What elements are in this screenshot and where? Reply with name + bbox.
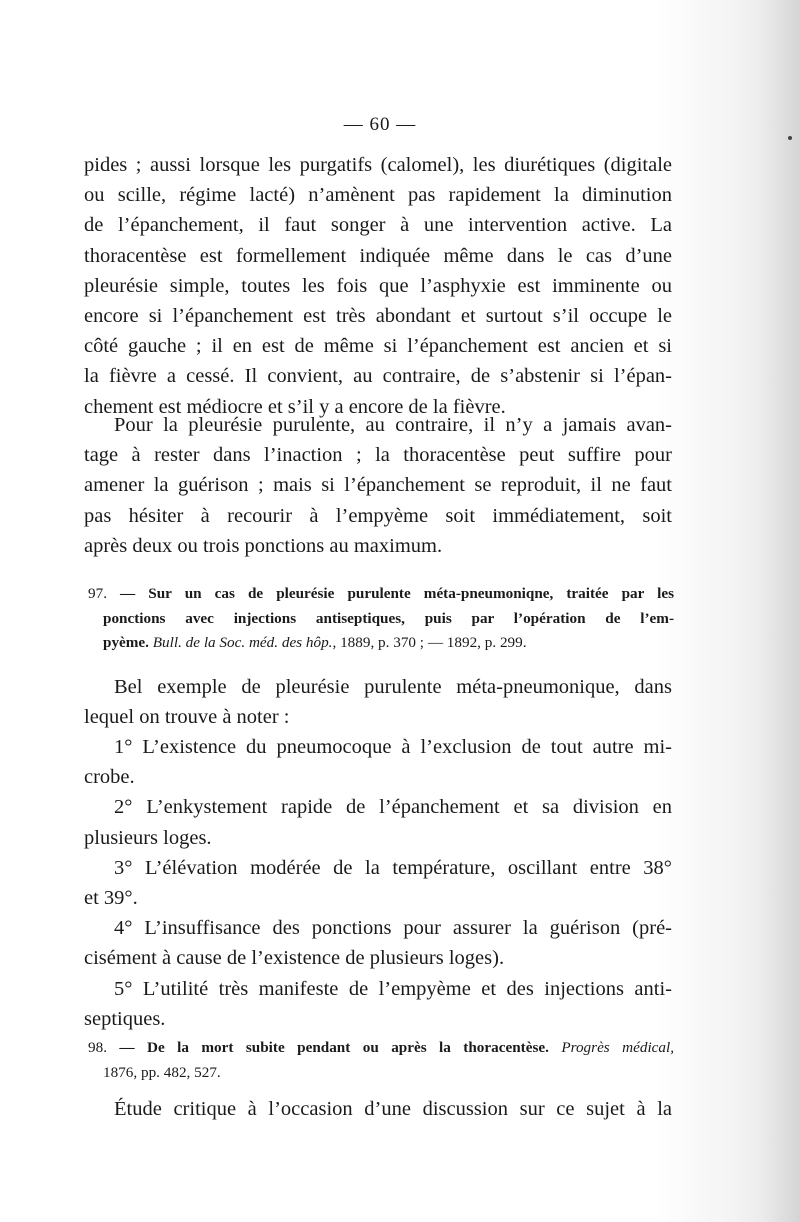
list-item-line: 5° L’utilité très manifeste de l’empyème et des injections anti-: [114, 977, 672, 1000]
reference-number: 97.: [88, 585, 107, 602]
text-line: amener la guérison ; mais si l’épanchement se reproduit, il ne faut: [84, 474, 672, 497]
paragraph-4: [84, 1094, 672, 1124]
reference-98: [88, 1036, 674, 1085]
text-line: après deux ou trois ponctions au maximum.: [84, 534, 443, 557]
text-line: thoracentèse est formellement indiquée même dans le cas d’une: [84, 244, 672, 267]
reference-line: [88, 1061, 674, 1086]
reference-97: [88, 582, 674, 656]
reference-number: 98.: [88, 1039, 107, 1056]
reference-line: [88, 582, 674, 607]
text-line: Pour la pleurésie purulente, au contraire, il n’y a jamais avan-: [114, 414, 672, 436]
list-item-line: plusieurs loges.: [84, 826, 212, 849]
list-item-line: 3° L’élévation modérée de la température, oscillant entre 38°: [114, 856, 672, 879]
reference-line: [88, 631, 674, 656]
reference-citation: Bull. de la Soc. méd. des hôp.: [152, 634, 333, 651]
text-line: ou scille, régime lacté) n’amènent pas rapidement la diminution: [84, 184, 672, 207]
reference-title: pyème.: [103, 634, 149, 651]
list-item-line: et 39°.: [84, 887, 138, 910]
reference-title: — Sur un cas de pleurésie purulente méta-pneumoniqne, traitée par les: [120, 585, 675, 602]
text-line: chement est médiocre et s’il y a encore de la fièvre.: [84, 395, 506, 418]
paragraph-1: [84, 150, 672, 422]
text-line: Étude critique à l’occasion d’une discussion sur ce sujet à la: [114, 1098, 672, 1120]
gutter-shadow: [760, 0, 800, 1222]
page-number: — 60 —: [343, 114, 417, 135]
reference-title: — De la mort subite pendant ou après la thoracentèse.: [119, 1039, 549, 1056]
list-item-line: 2° L’enkystement rapide de l’épanchement et sa division en: [114, 796, 672, 819]
list-item-line: septiques.: [84, 1007, 166, 1030]
reference-line: [88, 1036, 674, 1061]
reference-pages: , 1889, p. 370 ; — 1892, p. 299.: [332, 634, 527, 651]
paragraph-2: [84, 410, 672, 561]
text-line: la fièvre a cessé. Il convient, au contraire, de s’abstenir si l’épan-: [84, 365, 672, 388]
paragraph-3: [84, 672, 672, 732]
list-item-line: 4° L’insuffisance des ponctions pour assurer la guérison (pré-: [114, 917, 672, 940]
text-line: pides ; aussi lorsque les purgatifs (calomel), les diurétiques (digitale: [84, 154, 672, 176]
reference-title: ponctions avec injections antiseptiques, puis par l’opération de l’em-: [103, 609, 674, 627]
numbered-list: [84, 732, 672, 1034]
text-line: lequel on trouve à noter :: [84, 706, 290, 729]
list-item-line: cisément à cause de l’existence de plusieurs loges).: [84, 947, 505, 970]
text-line: pas hésiter à recourir à l’empyème soit immédiatement, soit: [84, 504, 672, 527]
text-line: encore si l’épanchement est très abondant et surtout s’il occupe le: [84, 305, 672, 328]
text-line: de l’épanchement, il faut songer à une intervention active. La: [84, 214, 672, 237]
list-item-line: crobe.: [84, 766, 135, 789]
reference-line: [88, 607, 674, 632]
text-line: Bel exemple de pleurésie purulente méta-pneumonique, dans: [114, 676, 672, 698]
reference-citation: Progrès médical,: [561, 1039, 675, 1056]
reference-pages: 1876, pp. 482, 527.: [103, 1063, 221, 1081]
list-item-line: 1° L’existence du pneumocoque à l’exclusion de tout autre mi-: [114, 736, 672, 758]
text-line: côté gauche ; il en est de même si l’épanchement est ancien et si: [84, 335, 672, 358]
text-line: tage à rester dans l’inaction ; la thoracentèse peut suffire pour: [84, 444, 672, 467]
text-line: pleurésie simple, toutes les fois que l’asphyxie est imminente ou: [84, 274, 672, 297]
margin-speck: [788, 136, 792, 140]
